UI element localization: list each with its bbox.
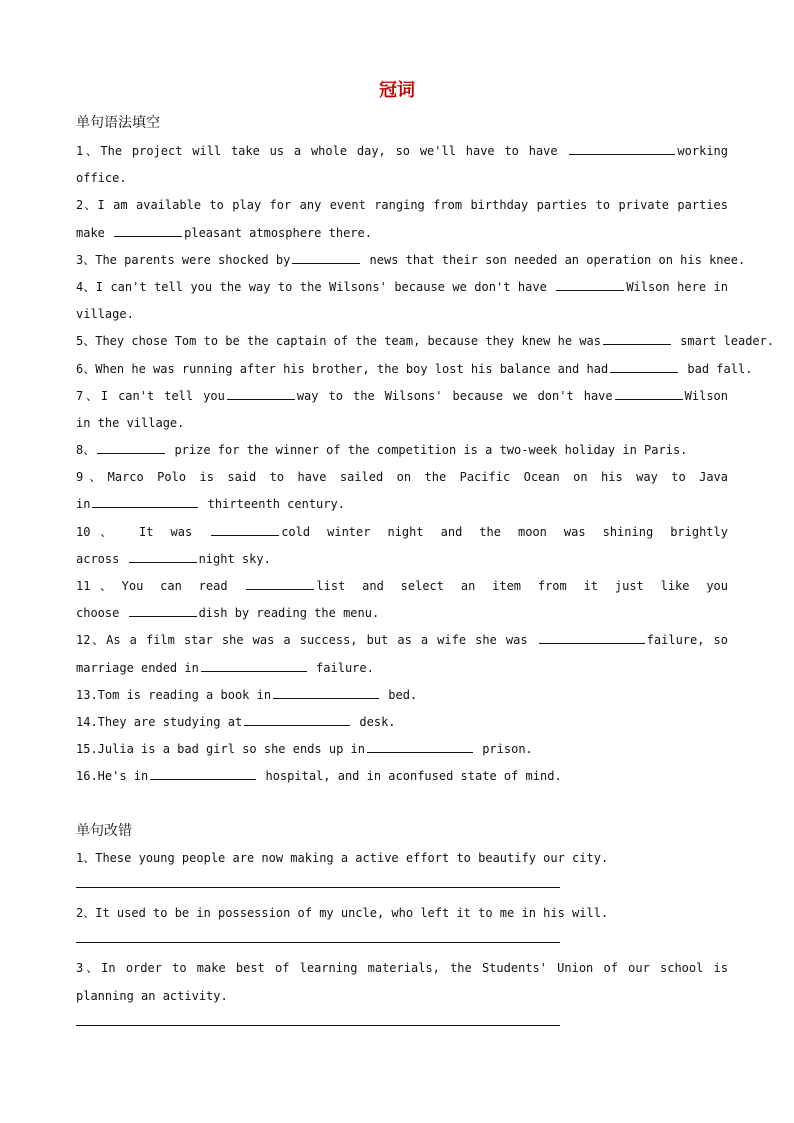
section-heading-correction: 单句改错 [76,823,132,839]
answer-blank[interactable] [227,385,295,400]
question-text: office. [76,171,127,186]
question-item [76,383,728,437]
answer-blank[interactable] [273,684,379,699]
question-line [76,220,728,247]
question-item [76,274,728,328]
correction-item [76,845,728,888]
question-text: 8、 [76,443,96,458]
question-line [76,383,728,410]
question-text: Wilson here in [626,279,728,294]
question-text: hospital, and in aconfused state of mind. [258,769,562,784]
question-text: failure, so [646,633,728,648]
question-text: dish by reading the menu. [198,606,380,621]
question-line [76,627,728,654]
question-text: 2、I am available to play for any event ranging from birthday parties to private parties [76,198,728,213]
question-line [76,845,728,872]
answer-blank[interactable] [129,602,197,617]
question-line [76,600,728,627]
question-text: across [76,551,127,566]
answer-blank[interactable] [292,249,360,264]
answer-blank[interactable] [246,575,314,590]
question-text: 6、When he was running after his brother, the boy lost his balance and had [76,361,609,376]
question-text: Wilson [684,388,728,403]
question-line [76,192,728,219]
question-line [76,410,728,437]
question-item [76,356,753,383]
question-text: 9、Marco Polo is said to have sailed on the Pacific Ocean on his way to Java [76,470,728,485]
question-line [76,491,728,518]
question-line [76,955,728,982]
question-line [76,274,728,301]
question-text: 16.He's in [76,769,149,784]
question-text: 4、I can't tell you the way to the Wilsons' because we don't have [76,279,555,294]
question-item [76,328,775,355]
question-text: cold winter night and the moon was shining brightly [281,524,728,539]
question-text: news that their son needed an operation on his knee. [362,252,746,267]
question-line [76,356,753,383]
section-heading-fill-in: 单句语法填空 [76,115,160,131]
question-line [76,573,728,600]
question-text: thirteenth century. [200,497,345,512]
answer-line[interactable] [76,1024,560,1026]
question-text: desk. [352,714,396,729]
question-line [76,900,728,927]
answer-blank[interactable] [615,385,683,400]
question-text: 3、The parents were shocked by [76,252,291,267]
question-item [76,464,728,518]
question-item [76,247,746,274]
question-line [76,546,728,573]
correction-item [76,955,728,1025]
question-text: in [76,497,91,512]
question-line [76,655,728,682]
question-text: 5、They chose Tom to be the captain of the team, because they knew he was [76,334,601,349]
question-text: 1、These young people are now making a active effort to beautify our city. [76,851,609,865]
answer-blank[interactable] [539,629,645,644]
answer-blank[interactable] [150,765,256,780]
answer-blank[interactable] [603,330,671,345]
question-text: 11、You can read [76,579,245,593]
question-text: choose [76,606,127,621]
question-line [76,519,728,546]
question-text: 1、The project will take us a whole day, so we'll have to have [76,144,568,158]
answer-blank[interactable] [610,358,678,373]
question-text: 7、I can't tell you [76,388,225,403]
question-text: night sky. [198,551,271,566]
correction-questions [76,845,728,1038]
question-text: way to the Wilsons' because we don't have [296,388,613,403]
question-text: village. [76,307,134,322]
question-text: working [677,144,728,158]
question-item [76,682,728,709]
question-line [76,247,746,274]
page-title: 冠词 [379,80,415,101]
question-item [76,763,728,790]
answer-line[interactable] [76,886,560,888]
question-text: bed. [381,687,418,702]
question-text: failure. [308,660,374,675]
question-line [76,328,775,355]
answer-blank[interactable] [367,738,473,753]
question-text: 12、As a film star she was a success, but as a wife she was [76,633,537,648]
question-text: prize for the winner of the competition is a two-week holiday in Paris. [167,443,688,458]
question-item [76,627,728,681]
question-text: make [76,225,113,240]
question-text: list and select an item from it just like you [316,579,728,593]
question-item [76,437,728,464]
question-item [76,573,728,627]
question-text: 3、In order to make best of learning materials, the Students' Union of our school is [76,961,728,976]
question-text: smart leader. [672,334,775,349]
question-item [76,138,728,192]
question-text: bad fall. [680,361,753,376]
question-line [76,709,728,736]
answer-blank[interactable] [97,439,165,454]
fill-in-questions [76,138,775,791]
question-line [76,736,728,763]
correction-item [76,900,728,943]
answer-blank[interactable] [201,657,307,672]
question-text: 15.Julia is a bad girl so she ends up in [76,742,365,757]
question-text: 10、 It was [76,524,210,539]
answer-blank[interactable] [114,222,182,237]
question-text: marriage ended in [76,660,199,675]
question-line [76,464,728,491]
question-item [76,519,728,573]
answer-line[interactable] [76,941,560,943]
question-line [76,437,728,464]
answer-blank[interactable] [244,711,350,726]
question-line [76,983,728,1010]
answer-blank[interactable] [556,276,624,291]
question-text: 13.Tom is reading a book in [76,687,272,702]
answer-blank[interactable] [129,548,197,563]
question-line [76,138,728,165]
question-text: 14.They are studying at [76,714,243,729]
question-item [76,192,728,246]
answer-blank[interactable] [92,493,198,508]
question-item [76,736,728,763]
question-line [76,682,728,709]
question-text: 2、It used to be in possession of my uncle, who left it to me in his will. [76,906,609,921]
question-line [76,763,728,790]
question-item [76,709,728,736]
question-text: pleasant atmosphere there. [184,225,372,240]
question-line [76,301,728,328]
question-line [76,165,728,192]
answer-blank[interactable] [211,521,279,536]
question-text: in the village. [76,415,185,430]
question-text: planning an activity. [76,988,228,1003]
question-text: prison. [474,742,533,757]
answer-blank[interactable] [569,140,675,155]
